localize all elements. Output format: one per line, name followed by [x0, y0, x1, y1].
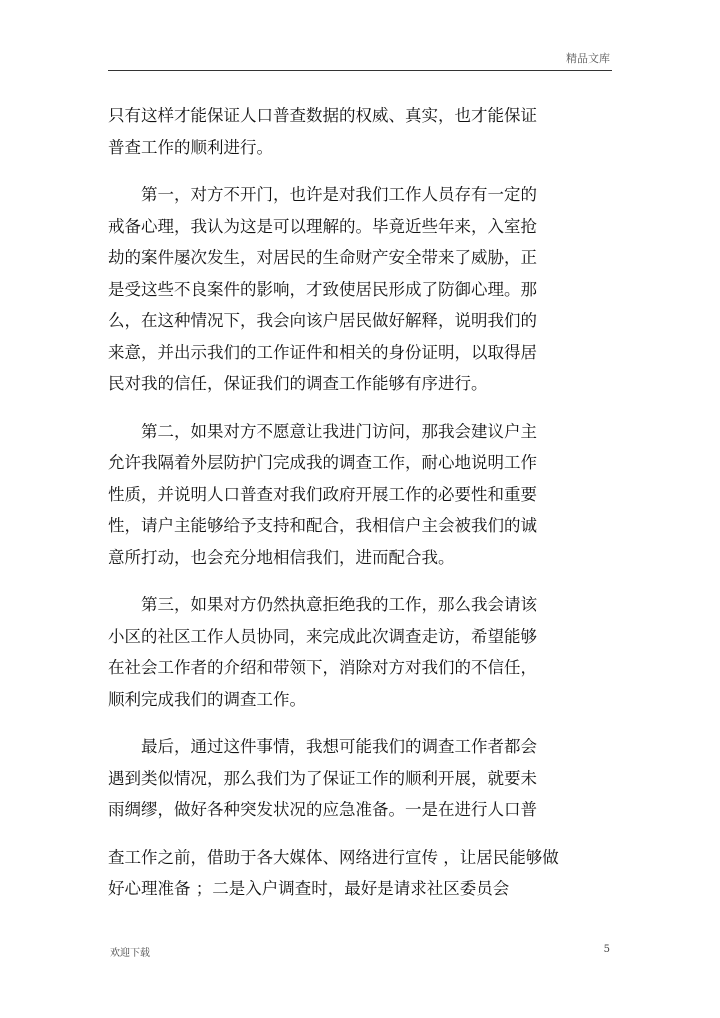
- text-line: 意所打动，也会充分地相信我们，进而配合我。: [108, 547, 455, 567]
- paragraph: [108, 100, 578, 163]
- text-line: 第三，如果对方仍然执意拒绝我的工作，那么我会请该: [108, 595, 537, 614]
- header-brand: 精品文库: [566, 52, 610, 65]
- paragraph: [108, 842, 578, 905]
- text-line: 第二，如果对方不愿意让我进门访问，那我会建议户主: [108, 421, 537, 441]
- text-line: 雨绸缪，做好各种突发状况的应急准备。一是在进行人口普: [108, 800, 537, 819]
- text-line: 最后，通过这件事情，我想可能我们的调查工作者都会: [108, 737, 537, 756]
- text-line: 在社会工作者的介绍和带领下，消除对方对我们的不信任，: [108, 658, 537, 677]
- text-line: 允许我隔着外层防护门完成我的调查工作，耐心地说明工作: [108, 453, 537, 472]
- text-line: 是受这些不良案件的影响，才致使居民形成了防御心理。那: [108, 279, 537, 299]
- text-line: 劫的案件屡次发生，对居民的生命财产安全带来了威胁，正: [108, 248, 537, 267]
- text-line: 顺利完成我们的调查工作。: [108, 689, 306, 709]
- page-number: 5: [603, 944, 610, 955]
- text-line: 遇到类似情况，那么我们为了保证工作的顺利开展，就要未: [108, 768, 537, 788]
- text-line: 第一，对方不开门，也许是对我们工作人员存有一定的: [108, 185, 537, 204]
- text-line: 普查工作的顺利进行。: [108, 137, 273, 157]
- text-line: 么，在这种情况下，我会向该户居民做好解释，说明我们的: [108, 311, 537, 330]
- text-line: 民对我的信任，保证我们的调查工作能够有序进行。: [108, 374, 488, 393]
- text-line: 好心理准备 ；二是入户调查时，最好是请求社区委员会: [108, 879, 510, 898]
- text-line: 查工作之前，借助于各大媒体、网络进行宣传 ，让居民能够做: [108, 847, 559, 867]
- text-line: 来意，并出示我们的工作证件和相关的身份证明，以取得居: [108, 342, 537, 362]
- text-line: 只有这样才能保证人口普查数据的权威、真实，也才能保证: [108, 106, 537, 125]
- paragraph: [108, 731, 578, 826]
- text-line: 小区的社区工作人员协同，来完成此次调查走访，希望能够: [108, 626, 537, 646]
- text-line: 戒备心理，我认为这是可以理解的。毕竟近些年来，入室抢: [108, 216, 537, 236]
- header-rule: [108, 70, 612, 71]
- text-line: 性质，并说明人口普查对我们政府开展工作的必要性和重要: [108, 484, 537, 504]
- paragraph: [108, 179, 578, 400]
- paragraph: [108, 416, 578, 574]
- text-line: 性，请户主能够给予支持和配合，我相信户主会被我们的诚: [108, 516, 537, 535]
- paragraph: [108, 589, 578, 715]
- document-body: [108, 100, 578, 905]
- footer-download-text: 欢迎下载: [110, 948, 150, 959]
